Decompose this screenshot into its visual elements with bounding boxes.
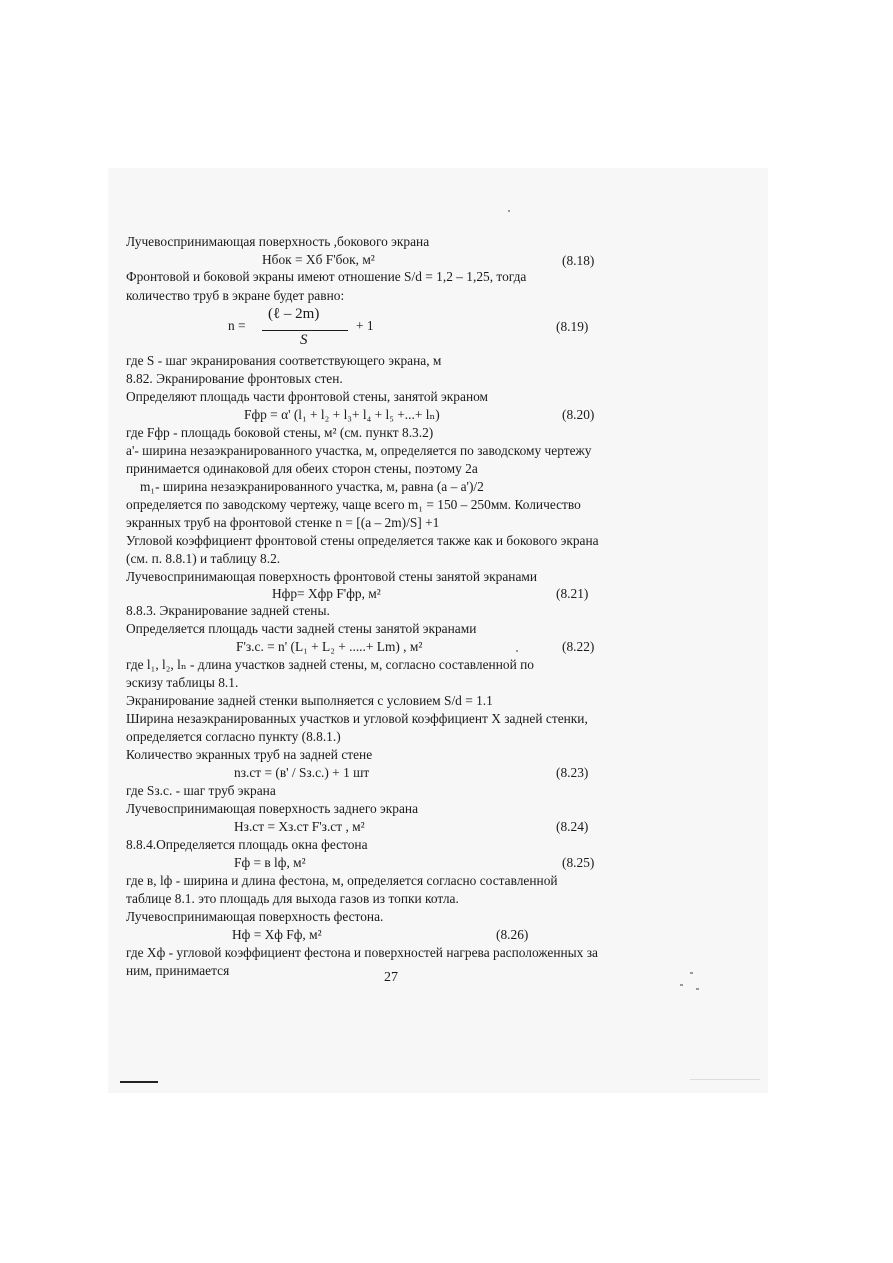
scan-speck xyxy=(696,988,699,990)
fraction-bar xyxy=(262,330,348,331)
equation-8-23: nз.ст = (в' / Sз.с.) + 1 шт xyxy=(234,765,370,780)
equation-8-21: Hфр= Xфр F'фр, м² xyxy=(272,586,381,601)
text-line: Определяется площадь части задней стены занятой экранами xyxy=(126,621,477,636)
text-line: ним, принимается xyxy=(126,963,230,978)
text-line: где в, lф - ширина и длина фестона, м, определяется согласно составленной xyxy=(126,873,558,888)
equation-number: (8.22) xyxy=(562,639,595,654)
scan-speck xyxy=(508,210,510,212)
text-line: где l₁, l₂, lₙ - длина участков задней стены, м, согласно составленной по xyxy=(126,657,534,672)
text-line: Фронтовой и боковой экраны имеют отношение S/d = 1,2 – 1,25, тогда xyxy=(126,269,527,284)
equation-8-26: Hф = Xф Fф, м² xyxy=(232,927,322,942)
equation-8-22: F'з.с. = n' (L₁ + L₂ + .....+ Lm) , м² xyxy=(236,639,423,654)
equation-8-25: Fф = в lф, м² xyxy=(234,855,306,870)
text-line: Количество экранных труб на задней стене xyxy=(126,747,373,762)
fraction-numerator: (ℓ – 2m) xyxy=(268,306,320,322)
text-line: Экранирование задней стенки выполняется с условием S/d = 1.1 xyxy=(126,693,493,708)
page-number: 27 xyxy=(384,970,398,985)
text-line: (см. п. 8.8.1) и таблицу 8.2. xyxy=(126,551,281,566)
text-line: экранных труб на фронтовой стенке n = [(a – 2m)/S] +1 xyxy=(126,515,440,530)
text-line: принимается одинаковой для обеих сторон стены, поэтому 2а xyxy=(126,461,478,476)
equation-8-19 xyxy=(228,306,388,350)
equation-number: (8.25) xyxy=(562,855,595,870)
text-line: определяется согласно пункту (8.8.1.) xyxy=(126,729,341,744)
section-heading: 8.8.4.Определяется площадь окна фестона xyxy=(126,837,368,852)
equation-number: (8.20) xyxy=(562,407,595,422)
text-line: m₁- ширина незаэкранированного участка, м, равна (a – a')/2 xyxy=(140,479,484,494)
text-line: Лучевоспринимающая поверхность фронтовой стены занятой экранами xyxy=(126,569,538,584)
text-line: Лучевоспринимающая поверхность фестона. xyxy=(126,909,384,924)
equation-number: (8.21) xyxy=(556,586,589,601)
text-line: Ширина незаэкранированных участков и угловой коэффициент X задней стенки, xyxy=(126,711,588,726)
equation-number: (8.26) xyxy=(496,927,529,942)
text-line: таблице 8.1. это площадь для выхода газов из топки котла. xyxy=(126,891,459,906)
equation-number: (8.23) xyxy=(556,765,589,780)
equation-lhs: n = xyxy=(228,318,246,333)
equation-8-18: Hбок = Xб F'бок, м² xyxy=(262,252,375,267)
equation-number: (8.19) xyxy=(556,319,589,334)
text-line: где Fфр - площадь боковой стены, м² (см. пункт 8.3.2) xyxy=(126,425,434,440)
text-line: эскизу таблицы 8.1. xyxy=(126,675,239,690)
equation-number: (8.24) xyxy=(556,819,589,834)
scan-speck xyxy=(516,650,518,652)
text-line: Лучевоспринимающая поверхность ,бокового экрана xyxy=(126,234,430,249)
section-heading: 8.82. Экранирование фронтовых стен. xyxy=(126,371,343,386)
scan-artifact-line xyxy=(690,1079,760,1080)
text-line: где Sз.с. - шаг труб экрана xyxy=(126,783,276,798)
scan-speck xyxy=(680,984,683,986)
text-line: Лучевоспринимающая поверхность заднего экрана xyxy=(126,801,419,816)
equation-8-24: Нз.ст = Xз.ст F'з.ст , м² xyxy=(234,819,365,834)
text-line: а'- ширина незаэкранированного участка, м, определяется по заводскому чертежу xyxy=(126,443,592,458)
footnote-rule xyxy=(120,1081,158,1083)
text-line: где S - шаг экранирования соответствующего экрана, м xyxy=(126,353,442,368)
equation-tail: + 1 xyxy=(356,318,374,333)
text-line: где Xф - угловой коэффициент фестона и поверхностей нагрева расположенных за xyxy=(126,945,598,960)
equation-8-20: Fфр = α' (l₁ + l₂ + l₃+ l₄ + l₅ +...+ lₙ) xyxy=(244,407,440,422)
text-line: определяется по заводскому чертежу, чаще всего m₁ = 150 – 250мм. Количество xyxy=(126,497,581,512)
section-heading: 8.8.3. Экранирование задней стены. xyxy=(126,603,330,618)
fraction-denominator: S xyxy=(300,332,308,348)
text-line: Угловой коэффициент фронтовой стены определяется также как и бокового экрана xyxy=(126,533,599,548)
text-line: количество труб в экране будет равно: xyxy=(126,288,345,303)
text-line: Определяют площадь части фронтовой стены, занятой экраном xyxy=(126,389,489,404)
equation-number: (8.18) xyxy=(562,253,595,268)
scan-speck xyxy=(690,972,693,974)
